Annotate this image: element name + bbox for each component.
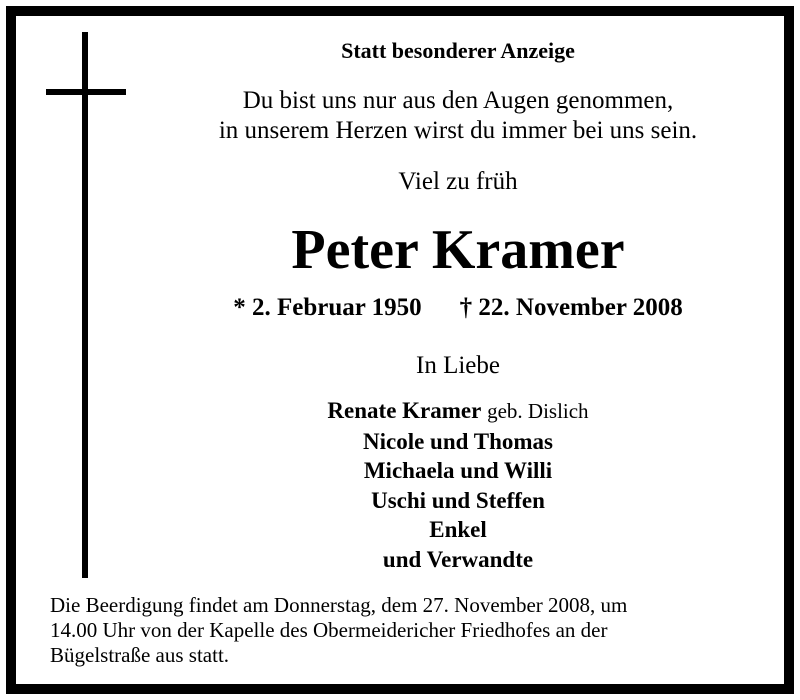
mourner-line: Uschi und Steffen	[371, 487, 545, 513]
in-love-text: In Liebe	[416, 352, 500, 379]
verse-line: Du bist uns nur aus den Augen genommen,	[242, 87, 674, 114]
verse	[118, 86, 798, 146]
mourner-line: Nicole und Thomas	[362, 428, 553, 454]
notice-header: Statt besonderer Anzeige	[341, 38, 575, 63]
mourner-name: Renate Kramer	[327, 398, 482, 423]
funeral-info-line: 14.00 Uhr von der Kapelle des Obermeidericher Friedhofes an der	[50, 618, 608, 642]
funeral-info	[50, 593, 780, 668]
deceased-name: Peter Kramer	[291, 219, 625, 281]
mourners-list	[118, 396, 798, 574]
mourner-line: und Verwandte	[382, 546, 534, 572]
cross-vertical-bar	[82, 32, 88, 578]
mourner-line: Michaela und Willi	[363, 458, 553, 483]
birth-date: * 2. Februar 1950	[233, 294, 422, 321]
cross-horizontal-bar	[46, 89, 126, 95]
mourner-line: Enkel	[429, 517, 487, 542]
mourner-line	[118, 396, 798, 427]
mourner-maiden-name: geb. Dislich	[487, 399, 589, 423]
funeral-info-line: Bügelstraße aus statt.	[50, 643, 230, 667]
verse-line: in unserem Herzen wirst du immer bei uns sein.	[218, 117, 698, 144]
too-early-text: Viel zu früh	[398, 168, 518, 195]
life-dates	[118, 294, 798, 322]
funeral-info-line: Die Beerdigung findet am Donnerstag, dem 27. November 2008, um	[50, 593, 628, 617]
death-date: † 22. November 2008	[459, 294, 683, 321]
